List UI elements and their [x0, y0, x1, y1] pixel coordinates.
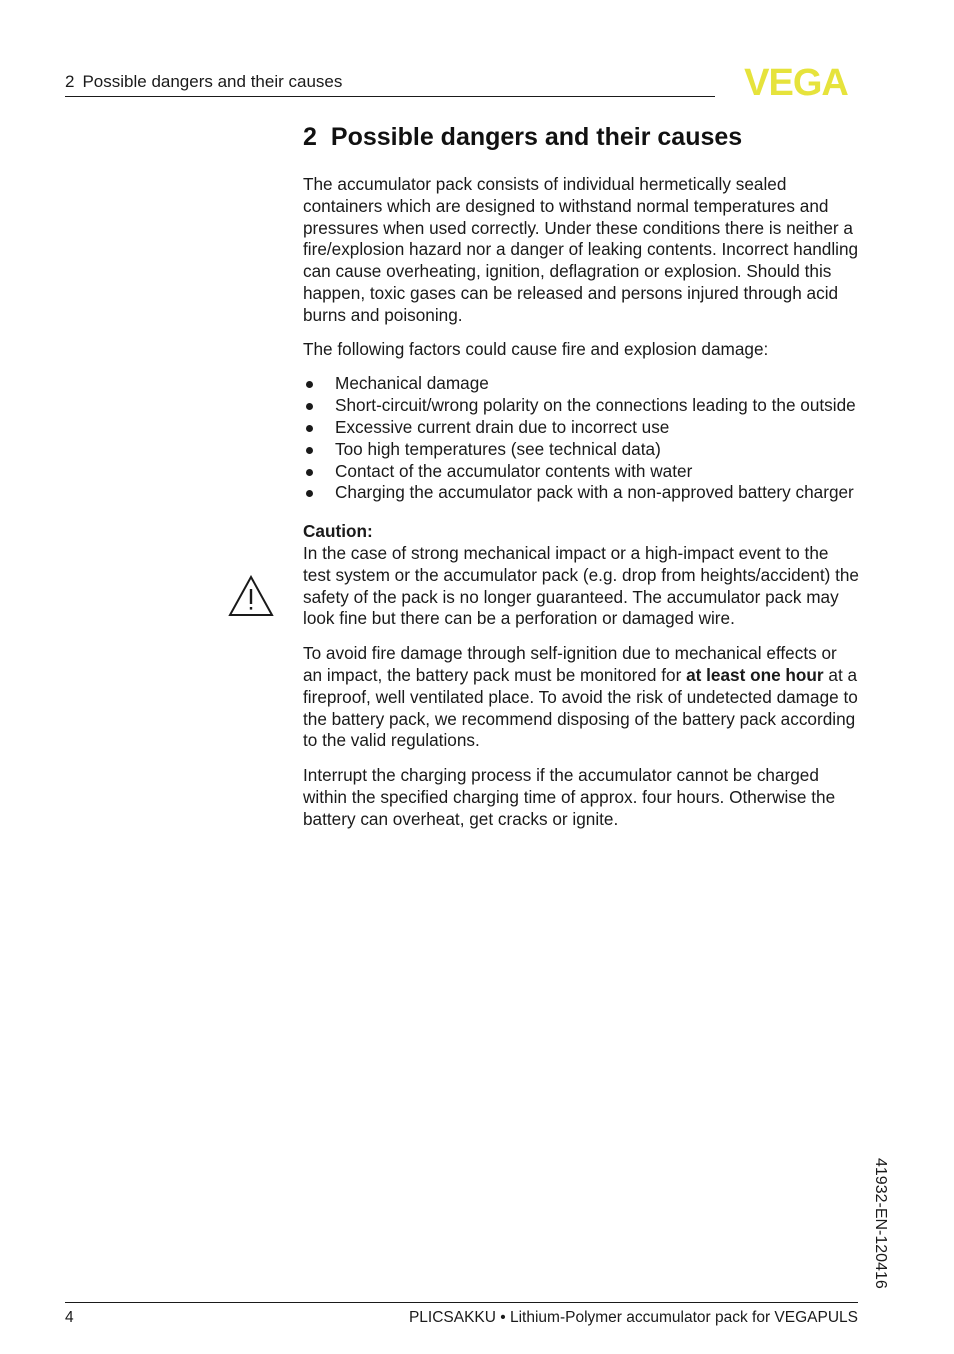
bullet-icon	[306, 403, 313, 410]
section-heading	[303, 120, 859, 154]
header-section-title: Possible dangers and their causes	[82, 72, 343, 91]
caution-text: In the case of strong mechanical impact or a high-impact event to the test system or the accumulator pack (e.g. drop from heights/accident) the safety of the pack is no longer guaranteed. The accumulator pack may look fine but there can be a perforation or damaged wire.	[303, 542, 859, 629]
list-item: Excessive current drain due to incorrect use	[303, 417, 859, 439]
header-section-number: 2	[65, 72, 75, 91]
heading-title: Possible dangers and their causes	[330, 123, 743, 151]
page-footer	[65, 1302, 858, 1328]
main-content	[303, 120, 859, 831]
list-item: Contact of the accumulator contents with water	[303, 461, 859, 483]
logo-text: VEGA	[744, 64, 848, 98]
list-item: Short-circuit/wrong polarity on the connections leading to the outside	[303, 395, 859, 417]
charging-paragraph: Interrupt the charging process if the accumulator cannot be charged within the specified charging time of approx. four hours. Otherwise the battery can overheat, get cracks or ignite.	[303, 765, 836, 829]
bullet-icon	[306, 490, 313, 497]
list-item: Mechanical damage	[303, 373, 859, 395]
monitoring-paragraph: To avoid fire damage through self-ignition due to mechanical effects or an impact, the battery pack must be monitored for at least one hour at a fireproof, well ventilated place. To avoid the risk of undetected damage to the battery pack, we recommend disposing of the battery pack according to the valid regulations.	[303, 643, 858, 751]
caution-title: Caution:	[303, 521, 373, 542]
warning-triangle-icon	[228, 575, 274, 617]
intro-paragraph: The accumulator pack consists of individual hermetically sealed containers which are designed to withstand normal temperatures and pressures when used correctly. Under these conditions there is neither a fire/explosion hazard nor a danger of leaking contents. Incorrect handling can cause overheating, ignition, deflagration or explosion. Should this happen, toxic gases can be released and persons injured through acid burns and poisoning.	[303, 174, 859, 325]
bullet-icon	[306, 425, 313, 432]
document-code: 41932-EN-120416	[872, 1158, 889, 1289]
list-item: Too high temperatures (see technical data)	[303, 439, 859, 461]
vega-logo	[734, 64, 858, 98]
factors-intro: The following factors could cause fire and explosion damage:	[303, 338, 769, 359]
running-header	[65, 71, 715, 97]
factors-list	[303, 373, 859, 504]
page-number: 4	[65, 1309, 74, 1326]
bullet-icon	[306, 381, 313, 388]
bullet-icon	[306, 469, 313, 476]
heading-number: 2	[303, 123, 317, 151]
emphasis-duration: at least one hour	[686, 664, 824, 685]
bullet-icon	[306, 447, 313, 454]
list-item: Charging the accumulator pack with a non-approved battery charger	[303, 482, 859, 504]
footer-document-title: PLICSAKKU • Lithium-Polymer accumulator pack for VEGAPULS	[408, 1309, 858, 1326]
